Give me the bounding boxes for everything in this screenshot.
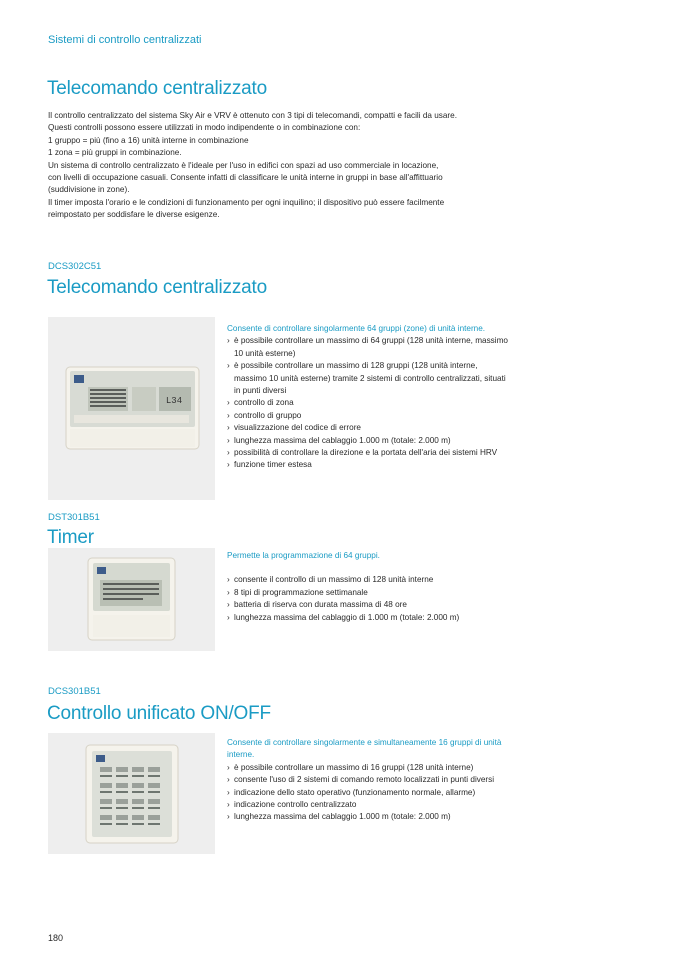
product-image-dcs302c51: [48, 317, 215, 500]
intro-line: 1 zona = più gruppi in combinazione.: [48, 148, 182, 158]
chevron-right-icon: ›: [227, 600, 230, 610]
timer-illustration: [48, 548, 215, 651]
feature-item: [227, 410, 512, 422]
chevron-right-icon: ›: [227, 410, 230, 420]
product-code: DCS302C51: [48, 261, 102, 272]
chevron-right-icon: ›: [227, 612, 230, 622]
feature-item: [227, 799, 512, 811]
feature-text: lunghezza massima del cablaggio 1.000 m (totale: 2.000 m): [234, 435, 451, 445]
feature-item: [227, 360, 512, 397]
intro-line: con livelli di occupazione casuali. Consente infatti di classificare le unità interne in gruppi in base all'affittuario: [48, 173, 443, 183]
feature-item: [227, 459, 512, 471]
feature-text: lunghezza massima del cablaggio di 1.000 m (totale: 2.000 m): [234, 612, 460, 622]
feature-text: è possibile controllare un massimo di 64 gruppi (128 unità interne, massimo 10 unità esterne): [234, 336, 508, 358]
page-title: Telecomando centralizzato: [47, 78, 267, 99]
feature-item: [227, 397, 512, 409]
chevron-right-icon: ›: [227, 787, 230, 797]
feature-text: è possibile controllare un massimo di 128 gruppi (128 unità interne, massimo 10 unità esterne) tramite 2 sistemi di controllo centralizzati, situati in punti diversi: [234, 361, 506, 396]
chevron-right-icon: ›: [227, 812, 230, 822]
chevron-right-icon: ›: [227, 336, 230, 346]
onoff-controller-illustration: [48, 733, 215, 854]
feature-item: [227, 774, 512, 786]
central-remote-illustration: [48, 317, 215, 500]
feature-text: controllo di zona: [234, 398, 294, 408]
product-image-dst301b51: [48, 548, 215, 651]
feature-text: è possibile controllare un massimo di 16 gruppi (128 unità interne): [234, 762, 474, 772]
intro-line: Questi controlli possono essere utilizzati in modo indipendente o in combinazione con:: [48, 123, 361, 133]
product-description: [227, 550, 512, 624]
feature-text: indicazione dello stato operativo (funzionamento normale, allarme): [234, 787, 476, 797]
feature-item: [227, 762, 512, 774]
feature-text: indicazione controllo centralizzato: [234, 800, 357, 810]
intro-line: Il timer imposta l'orario e le condizioni di funzionamento per ogni inquilino; il dispositivo può essere facilmente: [48, 197, 445, 207]
feature-text: visualizzazione del codice di errore: [234, 423, 361, 433]
feature-text: 8 tipi di programmazione settimanale: [234, 587, 368, 597]
intro-paragraph: [48, 110, 518, 222]
section-header: Sistemi di controllo centralizzati: [48, 34, 202, 46]
feature-text: controllo di gruppo: [234, 410, 302, 420]
chevron-right-icon: ›: [227, 435, 230, 445]
feature-item: [227, 787, 512, 799]
chevron-right-icon: ›: [227, 448, 230, 458]
feature-text: consente il controllo di un massimo di 128 unità interne: [234, 575, 434, 585]
feature-item: [227, 435, 512, 447]
product-lead: Consente di controllare singolarmente 64 gruppi (zone) di unità interne.: [227, 324, 486, 333]
feature-item: [227, 612, 512, 624]
feature-text: possibilità di controllare la direzione e la portata dell'aria dei sistemi HRV: [234, 448, 498, 458]
product-lead: Consente di controllare singolarmente e simultaneamente 16 gruppi di unità interne.: [227, 738, 502, 760]
feature-item: [227, 574, 512, 586]
product-title: Telecomando centralizzato: [47, 277, 267, 298]
product-description: [227, 737, 512, 824]
product-lead: Permette la programmazione di 64 gruppi.: [227, 551, 380, 560]
product-title: Timer: [47, 527, 94, 548]
feature-item: [227, 447, 512, 459]
intro-line: Il controllo centralizzato del sistema Sky Air e VRV è ottenuto con 3 tipi di telecomandi, compatti e facili da usare.: [48, 111, 457, 120]
feature-item: [227, 335, 512, 360]
feature-item: [227, 422, 512, 434]
chevron-right-icon: ›: [227, 361, 230, 371]
feature-item: [227, 599, 512, 611]
product-description: [227, 323, 512, 472]
chevron-right-icon: ›: [227, 775, 230, 785]
product-code: DCS301B51: [48, 686, 101, 697]
intro-line: Un sistema di controllo centralizzato è l'ideale per l'uso in edifici con spazi ad uso commerciale in locazione,: [48, 160, 439, 170]
chevron-right-icon: ›: [227, 587, 230, 597]
feature-text: consente l'uso di 2 sistemi di comando remoto localizzati in punti diversi: [234, 775, 495, 785]
page-number: 180: [48, 933, 64, 943]
product-title: Controllo unificato ON/OFF: [47, 703, 271, 724]
feature-list: [227, 762, 512, 824]
product-code: DST301B51: [48, 512, 100, 523]
chevron-right-icon: ›: [227, 460, 230, 470]
feature-item: [227, 811, 512, 823]
feature-text: lunghezza massima del cablaggio 1.000 m (totale: 2.000 m): [234, 812, 451, 822]
chevron-right-icon: ›: [227, 762, 230, 772]
feature-list: [227, 335, 512, 471]
feature-list: [227, 574, 512, 624]
lcd-zone-readout: L34: [165, 396, 183, 406]
chevron-right-icon: ›: [227, 575, 230, 585]
chevron-right-icon: ›: [227, 800, 230, 810]
intro-line: 1 gruppo = più (fino a 16) unità interne in combinazione: [48, 135, 249, 145]
feature-text: batteria di riserva con durata massima di 48 ore: [234, 600, 407, 610]
product-image-dcs301b51: [48, 733, 215, 854]
feature-item: [227, 587, 512, 599]
chevron-right-icon: ›: [227, 398, 230, 408]
chevron-right-icon: ›: [227, 423, 230, 433]
intro-line: reimpostato per soddisfare le diverse esigenze.: [48, 210, 220, 220]
intro-line: (suddivisione in zone).: [48, 185, 130, 195]
feature-text: funzione timer estesa: [234, 460, 312, 470]
